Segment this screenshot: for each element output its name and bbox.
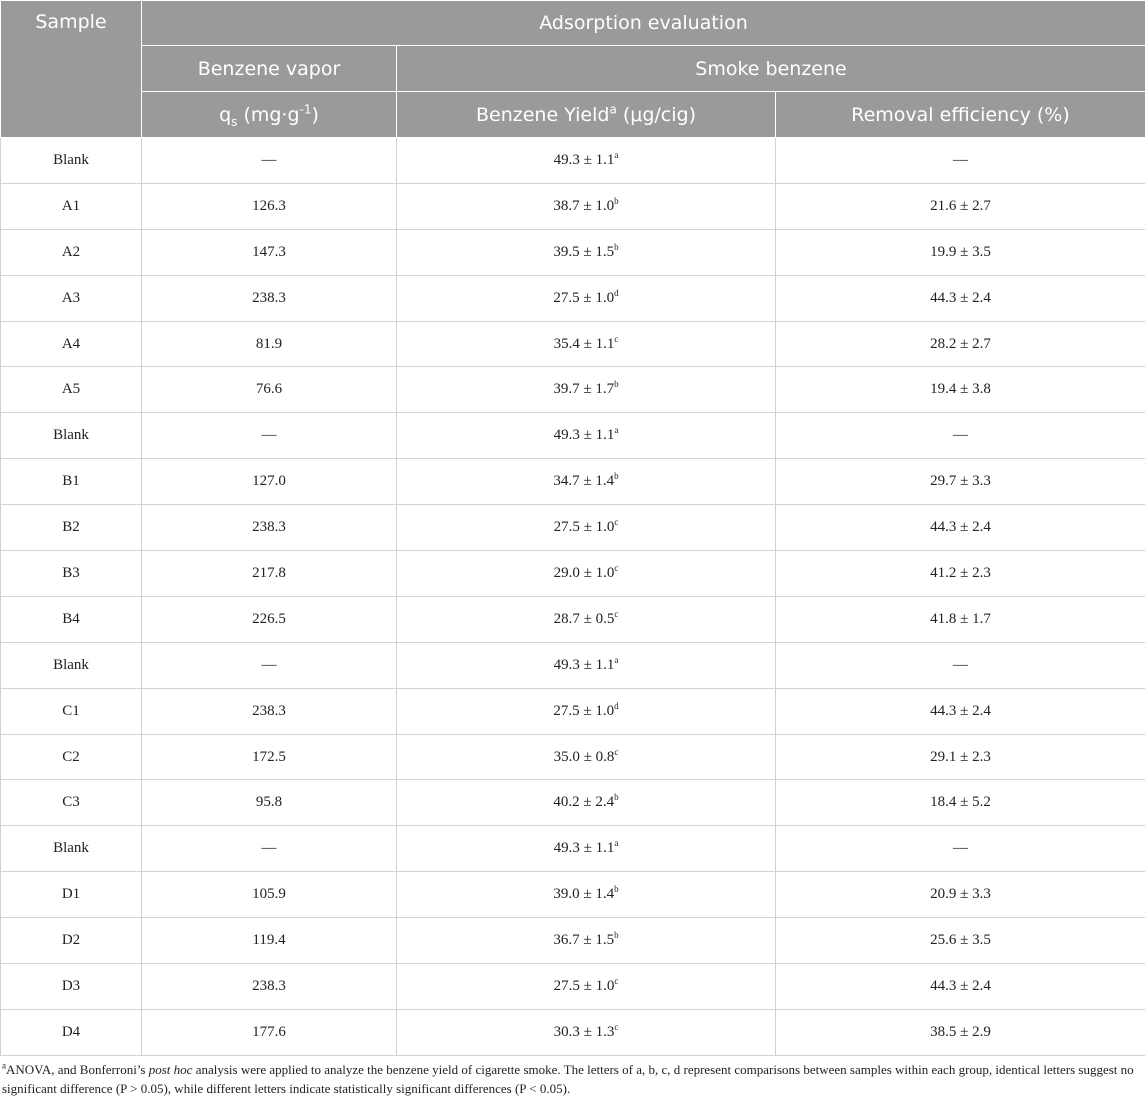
- yield-value: 39.0 ± 1.4: [553, 886, 615, 903]
- cell-removal: —: [776, 138, 1145, 184]
- significance-letter: a: [614, 838, 619, 849]
- cell-yield: [397, 826, 776, 872]
- cell-qs: 105.9: [142, 872, 397, 918]
- significance-letter: b: [614, 930, 619, 941]
- cell-removal: —: [776, 413, 1145, 459]
- cell-qs: 119.4: [142, 918, 397, 964]
- significance-letter: b: [614, 195, 619, 206]
- header-qs-sub: s: [231, 114, 238, 129]
- cell-yield: [397, 183, 776, 229]
- table-row: [1, 1009, 1145, 1055]
- cell-sample: Blank: [1, 413, 142, 459]
- cell-sample: A1: [1, 183, 142, 229]
- header-yield-sup: a: [609, 102, 617, 117]
- yield-value: 28.7 ± 0.5: [553, 610, 615, 627]
- yield-value: 27.5 ± 1.0: [553, 519, 615, 536]
- cell-qs: —: [142, 642, 397, 688]
- cell-sample: D3: [1, 964, 142, 1010]
- cell-qs: —: [142, 826, 397, 872]
- significance-letter: c: [614, 608, 619, 619]
- cell-sample: A2: [1, 229, 142, 275]
- yield-value: 39.7 ± 1.7: [553, 381, 615, 398]
- cell-sample: A3: [1, 275, 142, 321]
- table-header: [1, 1, 1145, 138]
- cell-qs: —: [142, 413, 397, 459]
- cell-yield: [397, 275, 776, 321]
- header-benzene-yield: [397, 92, 776, 138]
- yield-value: 36.7 ± 1.5: [553, 932, 615, 949]
- table-row: [1, 183, 1145, 229]
- cell-qs: 126.3: [142, 183, 397, 229]
- yield-value: 34.7 ± 1.4: [553, 473, 615, 490]
- header-qs-unit-sup: -1: [299, 102, 312, 117]
- table-row: [1, 275, 1145, 321]
- table-row: [1, 734, 1145, 780]
- header-yield-main: Benzene Yield: [476, 103, 610, 126]
- yield-value: 27.5 ± 1.0: [553, 977, 615, 994]
- cell-removal: 41.2 ± 2.3: [776, 551, 1145, 597]
- header-adsorption-evaluation: Adsorption evaluation: [142, 1, 1145, 46]
- cell-removal: 19.9 ± 3.5: [776, 229, 1145, 275]
- cell-yield: [397, 1009, 776, 1055]
- cell-removal: 19.4 ± 3.8: [776, 367, 1145, 413]
- table-row: [1, 642, 1145, 688]
- cell-yield: [397, 505, 776, 551]
- header-qs-main: q: [219, 103, 232, 126]
- table-row: [1, 551, 1145, 597]
- cell-removal: 25.6 ± 3.5: [776, 918, 1145, 964]
- cell-yield: [397, 780, 776, 826]
- cell-removal: 44.3 ± 2.4: [776, 275, 1145, 321]
- cell-removal: 21.6 ± 2.7: [776, 183, 1145, 229]
- cell-removal: 44.3 ± 2.4: [776, 505, 1145, 551]
- cell-qs: 238.3: [142, 505, 397, 551]
- cell-qs: 172.5: [142, 734, 397, 780]
- cell-qs: 76.6: [142, 367, 397, 413]
- cell-removal: 29.1 ± 2.3: [776, 734, 1145, 780]
- cell-qs: 238.3: [142, 964, 397, 1010]
- yield-value: 35.0 ± 0.8: [553, 748, 615, 765]
- cell-sample: B3: [1, 551, 142, 597]
- table-row: [1, 964, 1145, 1010]
- significance-letter: d: [614, 287, 619, 298]
- cell-sample: C3: [1, 780, 142, 826]
- significance-letter: a: [614, 425, 619, 436]
- cell-removal: 28.2 ± 2.7: [776, 321, 1145, 367]
- cell-sample: Blank: [1, 642, 142, 688]
- significance-letter: c: [614, 517, 619, 528]
- header-qs-unit-pre: (mg·g: [237, 103, 300, 126]
- significance-letter: b: [614, 379, 619, 390]
- table-body: [1, 138, 1145, 1056]
- cell-qs: 226.5: [142, 596, 397, 642]
- cell-sample: D1: [1, 872, 142, 918]
- header-removal-efficiency: Removal efficiency (%): [776, 92, 1145, 138]
- footnote-text-1: ANOVA, and Bonferroni’s: [6, 1062, 149, 1077]
- footnote-italic: post hoc: [148, 1062, 193, 1077]
- header-benzene-vapor: Benzene vapor: [142, 46, 397, 92]
- cell-yield: [397, 596, 776, 642]
- significance-letter: a: [614, 149, 619, 160]
- cell-qs: 238.3: [142, 688, 397, 734]
- cell-qs: 127.0: [142, 459, 397, 505]
- cell-yield: [397, 367, 776, 413]
- yield-value: 30.3 ± 1.3: [553, 1023, 615, 1040]
- footnote-text-2: analysis were applied to analyze the benzene yield of cigarette smoke. The letters of a, b, c, d represent comparisons between samples within each group, identical letters suggest no significant difference (P > 0.05), while different letters indicate statistically significant differences (P < 0.05).: [2, 1062, 1134, 1096]
- cell-sample: B4: [1, 596, 142, 642]
- cell-yield: [397, 872, 776, 918]
- significance-letter: a: [614, 654, 619, 665]
- header-sample: Sample: [1, 1, 142, 138]
- cell-removal: 41.8 ± 1.7: [776, 596, 1145, 642]
- header-yield-unit: (μg/cig): [616, 103, 696, 126]
- table-footnote: [2, 1060, 1142, 1098]
- cell-sample: Blank: [1, 826, 142, 872]
- cell-qs: 177.6: [142, 1009, 397, 1055]
- cell-sample: Blank: [1, 138, 142, 184]
- significance-letter: c: [614, 975, 619, 986]
- cell-qs: 217.8: [142, 551, 397, 597]
- cell-qs: 95.8: [142, 780, 397, 826]
- cell-yield: [397, 734, 776, 780]
- cell-removal: 29.7 ± 3.3: [776, 459, 1145, 505]
- table-row: [1, 413, 1145, 459]
- yield-value: 29.0 ± 1.0: [553, 564, 615, 581]
- cell-sample: D4: [1, 1009, 142, 1055]
- table-row: [1, 596, 1145, 642]
- significance-letter: b: [614, 241, 619, 252]
- cell-sample: C2: [1, 734, 142, 780]
- cell-sample: C1: [1, 688, 142, 734]
- table-row: [1, 688, 1145, 734]
- cell-yield: [397, 918, 776, 964]
- table-row: [1, 918, 1145, 964]
- cell-sample: D2: [1, 918, 142, 964]
- cell-removal: —: [776, 826, 1145, 872]
- significance-letter: b: [614, 792, 619, 803]
- table-row: [1, 138, 1145, 184]
- cell-sample: B2: [1, 505, 142, 551]
- significance-letter: c: [614, 333, 619, 344]
- yield-value: 39.5 ± 1.5: [553, 243, 615, 260]
- significance-letter: b: [614, 471, 619, 482]
- significance-letter: b: [614, 884, 619, 895]
- cell-qs: 147.3: [142, 229, 397, 275]
- footnote-marker: a: [2, 1060, 6, 1071]
- table-row: [1, 459, 1145, 505]
- table-row: [1, 872, 1145, 918]
- yield-value: 49.3 ± 1.1: [553, 840, 615, 857]
- yield-value: 49.3 ± 1.1: [553, 656, 615, 673]
- cell-yield: [397, 413, 776, 459]
- significance-letter: c: [614, 562, 619, 573]
- cell-sample: B1: [1, 459, 142, 505]
- cell-qs: 238.3: [142, 275, 397, 321]
- yield-value: 35.4 ± 1.1: [553, 335, 615, 352]
- table-row: [1, 229, 1145, 275]
- cell-removal: 18.4 ± 5.2: [776, 780, 1145, 826]
- yield-value: 27.5 ± 1.0: [553, 702, 615, 719]
- cell-removal: —: [776, 642, 1145, 688]
- cell-yield: [397, 688, 776, 734]
- header-smoke-benzene: Smoke benzene: [397, 46, 1145, 92]
- cell-yield: [397, 459, 776, 505]
- cell-yield: [397, 551, 776, 597]
- cell-removal: 44.3 ± 2.4: [776, 964, 1145, 1010]
- cell-yield: [397, 964, 776, 1010]
- cell-yield: [397, 321, 776, 367]
- significance-letter: c: [614, 746, 619, 757]
- cell-qs: —: [142, 138, 397, 184]
- yield-value: 49.3 ± 1.1: [553, 151, 615, 168]
- table-row: [1, 367, 1145, 413]
- header-qs: [142, 92, 397, 138]
- yield-value: 38.7 ± 1.0: [553, 197, 615, 214]
- cell-removal: 20.9 ± 3.3: [776, 872, 1145, 918]
- yield-value: 40.2 ± 2.4: [553, 794, 615, 811]
- cell-removal: 38.5 ± 2.9: [776, 1009, 1145, 1055]
- table-row: [1, 826, 1145, 872]
- table-row: [1, 321, 1145, 367]
- table-row: [1, 505, 1145, 551]
- cell-yield: [397, 229, 776, 275]
- cell-yield: [397, 138, 776, 184]
- header-qs-unit-post: ): [311, 103, 319, 126]
- cell-sample: A5: [1, 367, 142, 413]
- cell-sample: A4: [1, 321, 142, 367]
- cell-qs: 81.9: [142, 321, 397, 367]
- significance-letter: c: [614, 1021, 619, 1032]
- yield-value: 49.3 ± 1.1: [553, 427, 615, 444]
- yield-value: 27.5 ± 1.0: [553, 289, 615, 306]
- significance-letter: d: [614, 700, 619, 711]
- table-row: [1, 780, 1145, 826]
- cell-yield: [397, 642, 776, 688]
- cell-removal: 44.3 ± 2.4: [776, 688, 1145, 734]
